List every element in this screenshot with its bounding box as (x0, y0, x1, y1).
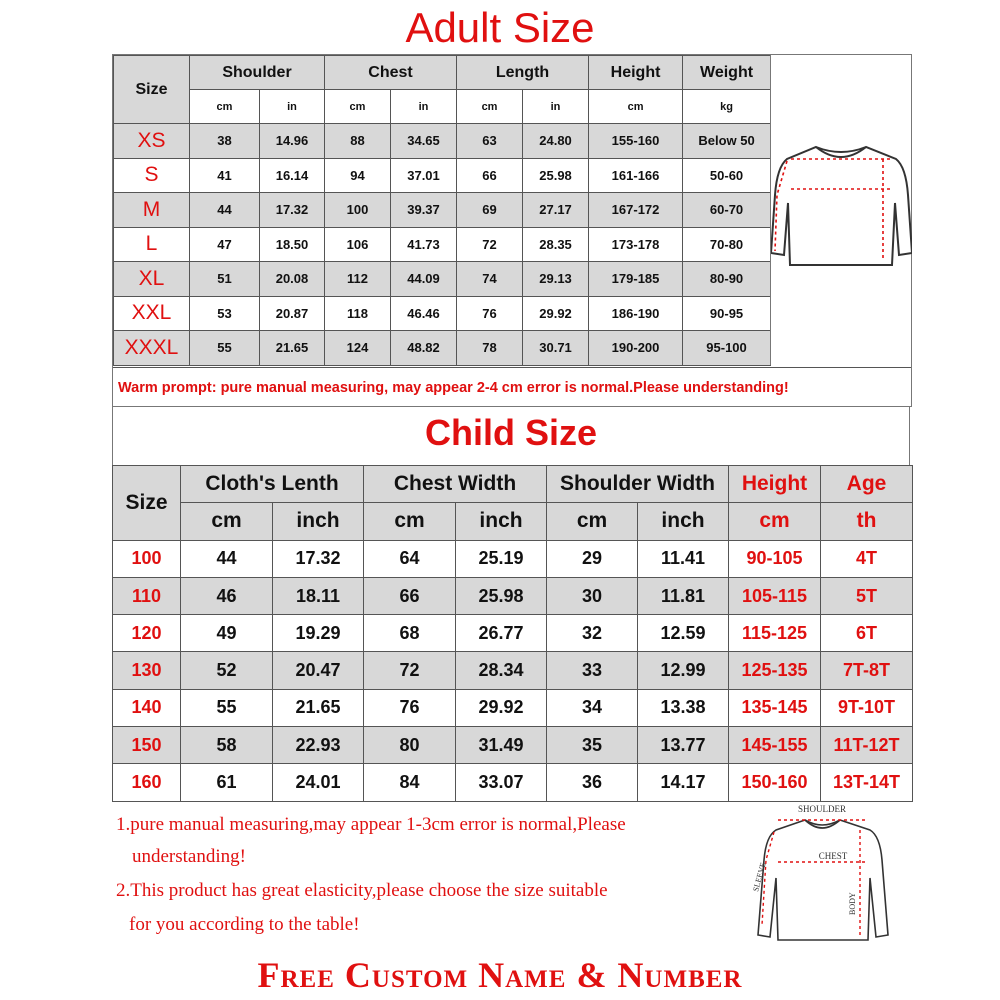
adult-unit: kg (683, 90, 771, 124)
table-row (114, 262, 771, 297)
note-line: for you according to the table! (129, 914, 360, 935)
table-cell: 63 (457, 124, 523, 159)
adult-size-title: Adult Size (405, 4, 595, 51)
table-cell: 80-90 (683, 262, 771, 297)
child-header-chest: Chest Width (364, 466, 547, 503)
table-cell: 125-135 (729, 652, 821, 689)
table-cell: 49 (181, 615, 273, 652)
adult-header-weight: Weight (683, 56, 771, 90)
table-cell: 29.92 (523, 296, 589, 331)
table-cell: 50-60 (683, 158, 771, 193)
adult-unit: cm (457, 90, 523, 124)
table-cell: 70-80 (683, 227, 771, 262)
table-cell: 19.29 (273, 615, 364, 652)
table-cell: 7T-8T (821, 652, 913, 689)
table-cell: 88 (325, 124, 391, 159)
table-cell: 179-185 (589, 262, 683, 297)
table-cell: 6T (821, 615, 913, 652)
table-cell: 33 (547, 652, 638, 689)
table-cell: 26.77 (456, 615, 547, 652)
child-unit: th (821, 503, 913, 540)
table-cell: 48.82 (391, 331, 457, 366)
table-cell: 115-125 (729, 615, 821, 652)
size-cell: XXL (114, 296, 190, 331)
adult-header-length: Length (457, 56, 589, 90)
table-cell: 52 (181, 652, 273, 689)
table-cell: 53 (190, 296, 260, 331)
child-unit: cm (181, 503, 273, 540)
shirt-measure-icon (740, 800, 920, 950)
adult-warning-text: Warm prompt: pure manual measuring, may appear 2-4 cm error is normal.Please understanding! (113, 367, 911, 407)
child-header-age: Age (821, 466, 913, 503)
table-cell: 145-155 (729, 727, 821, 764)
table-cell: 17.32 (260, 193, 325, 228)
adult-unit: cm (190, 90, 260, 124)
note-line: understanding! (132, 846, 246, 867)
diagram-label-chest: CHEST (818, 851, 848, 861)
table-cell: 38 (190, 124, 260, 159)
size-cell: 130 (113, 652, 181, 689)
child-unit: inch (273, 503, 364, 540)
table-cell: 14.96 (260, 124, 325, 159)
table-cell: 46 (181, 577, 273, 614)
table-cell: 30 (547, 577, 638, 614)
table-cell: 21.65 (273, 689, 364, 726)
table-cell: 18.11 (273, 577, 364, 614)
table-cell: 12.59 (638, 615, 729, 652)
table-cell: 25.98 (456, 577, 547, 614)
adult-unit: cm (589, 90, 683, 124)
diagram-label-shoulder: SHOULDER (797, 804, 847, 814)
size-cell: XXXL (114, 331, 190, 366)
table-cell: 22.93 (273, 727, 364, 764)
table-cell: 36 (547, 764, 638, 801)
child-unit: inch (456, 503, 547, 540)
size-cell: 150 (113, 727, 181, 764)
table-cell: 17.32 (273, 540, 364, 577)
table-cell: 60-70 (683, 193, 771, 228)
table-cell: 33.07 (456, 764, 547, 801)
table-cell: 25.19 (456, 540, 547, 577)
table-cell: 135-145 (729, 689, 821, 726)
table-row (113, 727, 913, 764)
table-cell: 30.71 (523, 331, 589, 366)
table-row (114, 124, 771, 159)
table-cell: 24.80 (523, 124, 589, 159)
adult-unit: cm (325, 90, 391, 124)
table-cell: 61 (181, 764, 273, 801)
child-unit: cm (547, 503, 638, 540)
child-header-height: Height (729, 466, 821, 503)
table-cell: 37.01 (391, 158, 457, 193)
table-cell: 34 (547, 689, 638, 726)
table-row (113, 764, 913, 801)
table-row (113, 615, 913, 652)
table-cell: 12.99 (638, 652, 729, 689)
table-cell: 29 (547, 540, 638, 577)
child-size-header: Size (113, 466, 181, 541)
table-cell: 55 (181, 689, 273, 726)
table-cell: 34.65 (391, 124, 457, 159)
table-row (114, 227, 771, 262)
table-cell: 31.49 (456, 727, 547, 764)
table-cell: 64 (364, 540, 456, 577)
table-cell: 55 (190, 331, 260, 366)
adult-size-chart (112, 54, 912, 407)
table-cell: 80 (364, 727, 456, 764)
size-cell: XS (114, 124, 190, 159)
table-row (114, 193, 771, 228)
table-cell: 90-105 (729, 540, 821, 577)
note-line: 1.pure manual measuring,may appear 1-3cm error is normal,Please (116, 814, 626, 835)
table-cell: 24.01 (273, 764, 364, 801)
table-cell: 27.17 (523, 193, 589, 228)
child-size-title: Child Size (112, 407, 910, 465)
child-unit: cm (364, 503, 456, 540)
table-cell: 186-190 (589, 296, 683, 331)
table-cell: 32 (547, 615, 638, 652)
table-cell: 20.08 (260, 262, 325, 297)
adult-unit: in (260, 90, 325, 124)
table-cell: 28.34 (456, 652, 547, 689)
table-cell: 35 (547, 727, 638, 764)
shirt-measure-icon (770, 55, 911, 365)
table-cell: 76 (457, 296, 523, 331)
table-row (114, 331, 771, 366)
table-cell: 190-200 (589, 331, 683, 366)
table-cell: Below 50 (683, 124, 771, 159)
table-cell: 11.41 (638, 540, 729, 577)
table-row (113, 652, 913, 689)
table-cell: 47 (190, 227, 260, 262)
table-cell: 13T-14T (821, 764, 913, 801)
table-cell: 39.37 (391, 193, 457, 228)
table-cell: 14.17 (638, 764, 729, 801)
table-row (114, 296, 771, 331)
table-cell: 21.65 (260, 331, 325, 366)
table-cell: 29.13 (523, 262, 589, 297)
table-cell: 69 (457, 193, 523, 228)
diagram-label-sleeve: SLEEVE (751, 861, 768, 893)
size-cell: 100 (113, 540, 181, 577)
table-cell: 16.14 (260, 158, 325, 193)
table-cell: 150-160 (729, 764, 821, 801)
table-row (113, 577, 913, 614)
child-header-shoulder: Shoulder Width (547, 466, 729, 503)
table-cell: 112 (325, 262, 391, 297)
table-row (113, 689, 913, 726)
table-cell: 74 (457, 262, 523, 297)
table-cell: 41 (190, 158, 260, 193)
size-cell: S (114, 158, 190, 193)
child-size-table (112, 465, 913, 802)
table-cell: 78 (457, 331, 523, 366)
table-row (113, 540, 913, 577)
table-row (114, 158, 771, 193)
adult-unit: in (391, 90, 457, 124)
table-cell: 106 (325, 227, 391, 262)
table-cell: 29.92 (456, 689, 547, 726)
adult-size-header: Size (114, 56, 190, 124)
table-cell: 100 (325, 193, 391, 228)
note-line: 2.This product has great elasticity,please choose the size suitable (116, 880, 608, 901)
table-cell: 95-100 (683, 331, 771, 366)
table-cell: 155-160 (589, 124, 683, 159)
table-cell: 11.81 (638, 577, 729, 614)
table-cell: 13.38 (638, 689, 729, 726)
size-cell: L (114, 227, 190, 262)
adult-header-shoulder: Shoulder (190, 56, 325, 90)
table-cell: 90-95 (683, 296, 771, 331)
table-cell: 84 (364, 764, 456, 801)
table-cell: 11T-12T (821, 727, 913, 764)
table-cell: 13.77 (638, 727, 729, 764)
table-cell: 167-172 (589, 193, 683, 228)
size-cell: 160 (113, 764, 181, 801)
footer-banner: Free Custom Name & Number (257, 955, 743, 995)
table-cell: 5T (821, 577, 913, 614)
table-cell: 41.73 (391, 227, 457, 262)
table-cell: 124 (325, 331, 391, 366)
size-cell: 140 (113, 689, 181, 726)
table-cell: 28.35 (523, 227, 589, 262)
table-cell: 9T-10T (821, 689, 913, 726)
table-cell: 161-166 (589, 158, 683, 193)
table-cell: 44 (190, 193, 260, 228)
table-cell: 76 (364, 689, 456, 726)
table-cell: 20.87 (260, 296, 325, 331)
diagram-label-body: BODY (848, 892, 857, 915)
size-cell: 110 (113, 577, 181, 614)
size-cell: 120 (113, 615, 181, 652)
table-cell: 94 (325, 158, 391, 193)
child-header-length: Cloth's Lenth (181, 466, 364, 503)
table-cell: 46.46 (391, 296, 457, 331)
adult-header-height: Height (589, 56, 683, 90)
table-cell: 118 (325, 296, 391, 331)
table-cell: 18.50 (260, 227, 325, 262)
child-unit: inch (638, 503, 729, 540)
adult-unit: in (523, 90, 589, 124)
table-cell: 44 (181, 540, 273, 577)
table-cell: 68 (364, 615, 456, 652)
table-cell: 51 (190, 262, 260, 297)
table-cell: 72 (457, 227, 523, 262)
child-unit: cm (729, 503, 821, 540)
table-cell: 173-178 (589, 227, 683, 262)
table-cell: 66 (364, 577, 456, 614)
table-cell: 72 (364, 652, 456, 689)
table-cell: 66 (457, 158, 523, 193)
size-cell: XL (114, 262, 190, 297)
adult-size-table (113, 55, 771, 366)
table-cell: 58 (181, 727, 273, 764)
table-cell: 25.98 (523, 158, 589, 193)
table-cell: 105-115 (729, 577, 821, 614)
table-cell: 20.47 (273, 652, 364, 689)
adult-header-chest: Chest (325, 56, 457, 90)
size-cell: M (114, 193, 190, 228)
table-cell: 44.09 (391, 262, 457, 297)
table-cell: 4T (821, 540, 913, 577)
